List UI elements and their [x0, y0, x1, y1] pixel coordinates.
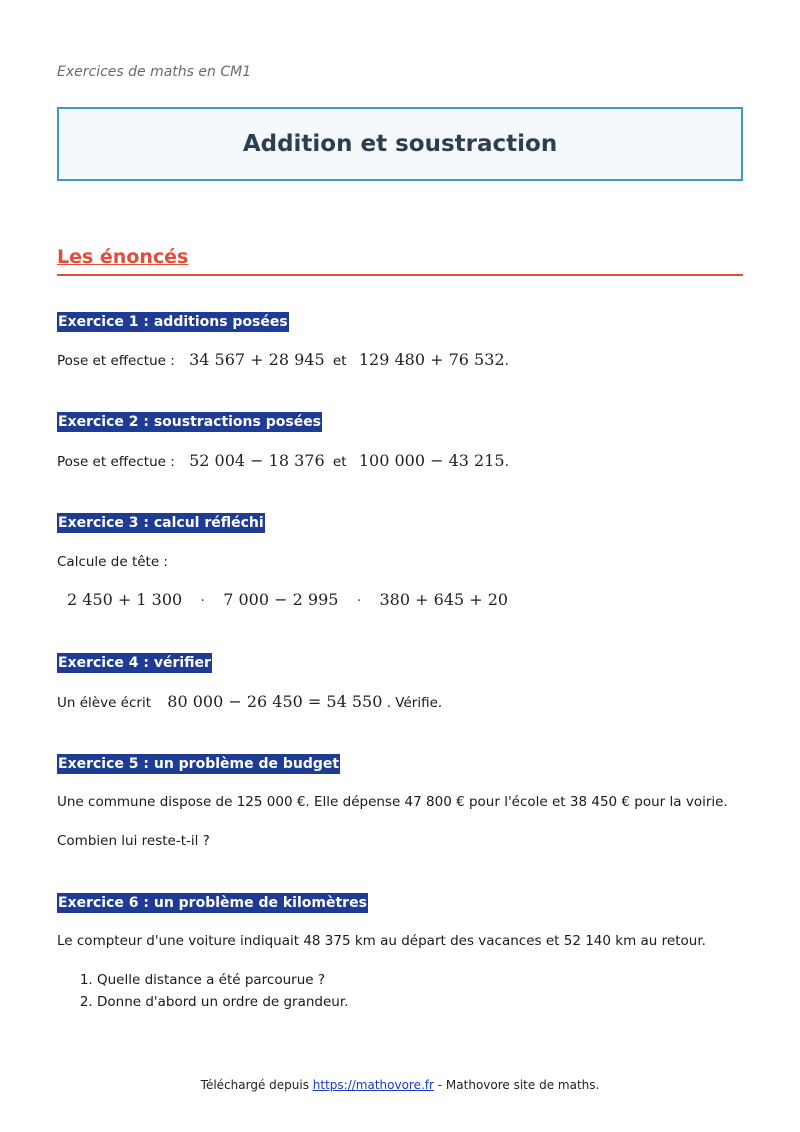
exercise-3-separator-2: ·	[356, 593, 362, 609]
footer-link[interactable]: https://mathovore.fr	[312, 1078, 434, 1092]
exercise-4-title: Exercice 4 : vérifier	[58, 655, 211, 671]
section-heading-text: Les énoncés	[57, 246, 189, 268]
exercise-2-prefix: Pose et effectue :	[57, 454, 175, 470]
exercise-5-text-2: Combien lui reste-t-il ?	[57, 833, 210, 849]
page-title: Addition et soustraction	[242, 131, 558, 157]
exercise-2-connector: et	[332, 454, 347, 470]
list-item: 1. Quelle distance a été parcourue ?	[97, 969, 348, 991]
exercise-1-statement	[57, 350, 509, 371]
footer	[0, 1078, 800, 1092]
footer-text-before: Téléchargé depuis	[200, 1078, 313, 1092]
exercise-2-expression-2: 100 000 − 43 215	[358, 451, 505, 470]
exercise-2-end: .	[504, 454, 509, 470]
exercise-3-expression-1: 2 450 + 1 300	[67, 590, 183, 609]
exercise-3-expression-2: 7 000 − 2 995	[223, 590, 339, 609]
exercise-1-expression-1: 34 567 + 28 945	[189, 350, 325, 369]
exercise-4-prefix: Un élève écrit	[57, 695, 151, 711]
document-subtitle: Exercices de maths en CM1	[57, 64, 252, 80]
exercise-6-questions	[57, 969, 348, 1013]
exercise-2-expression-1: 52 004 − 18 376	[189, 451, 325, 470]
exercise-2-title: Exercice 2 : soustractions posées	[58, 414, 322, 430]
exercise-1-prefix: Pose et effectue :	[57, 353, 175, 369]
exercise-6-title: Exercice 6 : un problème de kilomètres	[58, 895, 367, 911]
exercise-2-statement	[57, 451, 509, 472]
exercise-5-title: Exercice 5 : un problème de budget	[58, 756, 340, 772]
exercise-4-statement	[57, 692, 442, 713]
exercise-3-separator-1: ·	[200, 593, 205, 609]
exercise-1-end: .	[504, 353, 509, 369]
exercise-6-text: Le compteur d'une voiture indiquait 48 375 km au départ des vacances et 52 140 km au retour.	[57, 933, 706, 949]
exercise-4-suffix: . Vérifie.	[386, 695, 443, 711]
exercise-6-list	[57, 969, 348, 1013]
footer-text-after: - Mathovore site de maths.	[433, 1078, 600, 1092]
exercise-3-expression-3: 380 + 645 + 20	[379, 590, 509, 609]
exercise-1-expression-2: 129 480 + 76 532	[358, 350, 505, 369]
title-box	[57, 107, 743, 181]
section-heading	[57, 246, 743, 276]
exercise-4-expression: 80 000 − 26 450 = 54 550	[167, 692, 383, 711]
exercise-3-expressions	[67, 590, 508, 611]
exercise-3-title: Exercice 3 : calcul réfléchi	[58, 515, 264, 531]
list-item: 2. Donne d'abord un ordre de grandeur.	[97, 991, 348, 1013]
exercise-1-title: Exercice 1 : additions posées	[58, 314, 288, 330]
exercise-3-intro: Calcule de tête :	[57, 554, 168, 570]
exercise-1-connector: et	[332, 353, 347, 369]
exercise-5-text-1: Une commune dispose de 125 000 €. Elle dépense 47 800 € pour l'école et 38 450 € pour la voirie.	[57, 794, 728, 810]
